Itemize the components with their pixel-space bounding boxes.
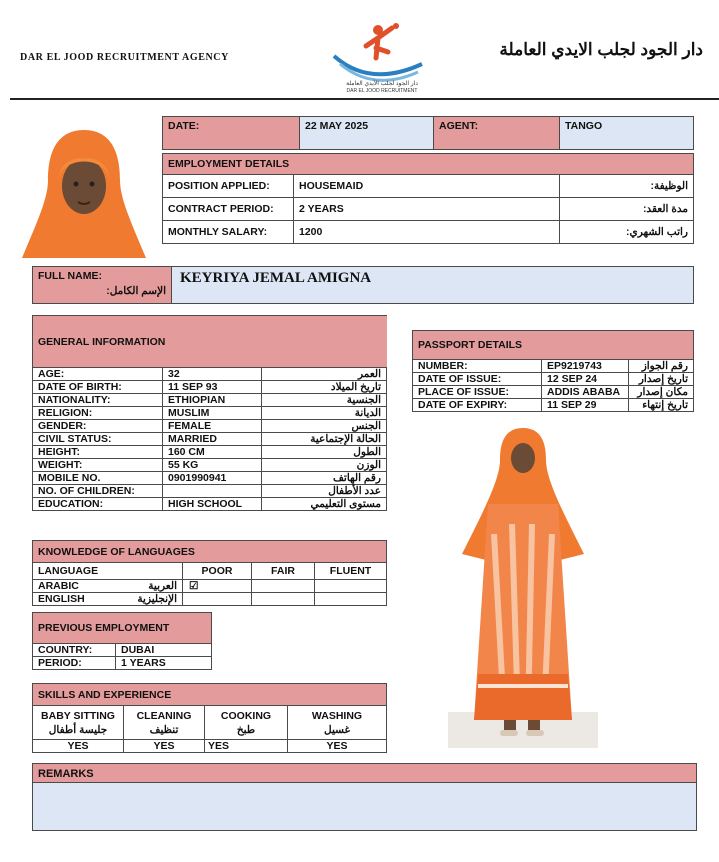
skill-header (205, 706, 288, 740)
age-label: AGE: (33, 368, 163, 381)
employment-details-table (162, 153, 694, 244)
weight-label-ar: الوزن (262, 459, 387, 472)
date-agent-table (162, 116, 694, 150)
issue-place-label-ar: مكان إصدار (629, 386, 694, 399)
cooking-value: YES (205, 740, 288, 753)
period-value: 1 YEARS (116, 657, 212, 670)
period-label: PERIOD: (33, 657, 116, 670)
language-name-en: ENGLISH (38, 593, 85, 605)
height-value: 160 CM (163, 446, 262, 459)
dob-value: 11 SEP 93 (163, 381, 262, 394)
gender-label: GENDER: (33, 420, 163, 433)
skill-header (124, 706, 205, 740)
general-information-table (32, 315, 387, 511)
fair-column-header: FAIR (252, 563, 315, 580)
contract-value: 2 YEARS (294, 198, 560, 221)
language-name-en: ARABIC (38, 580, 79, 592)
english-fluent-checkbox[interactable] (315, 593, 387, 606)
cleaning-value: YES (124, 740, 205, 753)
agent-label: AGENT: (434, 117, 560, 150)
full-name-label-ar: الإسم الكامل: (106, 285, 166, 297)
passport-number-label-ar: رقم الجواز (629, 360, 694, 373)
education-label: EDUCATION: (33, 498, 163, 511)
arabic-fair-checkbox[interactable] (252, 580, 315, 593)
country-value: DUBAI (116, 644, 212, 657)
skill-name-ar: طبخ (236, 723, 256, 736)
weight-value: 55 KG (163, 459, 262, 472)
logo-caption-english: DAR EL JOOD RECRUITMENT (346, 88, 418, 94)
height-label-ar: الطول (262, 446, 387, 459)
english-poor-checkbox[interactable] (183, 593, 252, 606)
position-label-ar: الوظيفة: (560, 175, 694, 198)
weight-label: WEIGHT: (33, 459, 163, 472)
contract-label-ar: مدة العقد: (560, 198, 694, 221)
passport-number-label: NUMBER: (413, 360, 542, 373)
general-information-title: GENERAL INFORMATION (33, 316, 387, 368)
agency-name-english: DAR EL JOOD RECRUITMENT AGENCY (20, 52, 229, 63)
arabic-fluent-checkbox[interactable] (315, 580, 387, 593)
civil-status-value: MARRIED (163, 433, 262, 446)
salary-label-ar: راتب الشهري: (560, 221, 694, 244)
gender-label-ar: الجنس (262, 420, 387, 433)
english-fair-checkbox[interactable] (252, 593, 315, 606)
civil-status-label-ar: الحالة الإجتماعية (262, 433, 387, 446)
children-value (163, 485, 262, 498)
logo-caption-arabic: دار الجود لجلب الأيدي العاملة (346, 81, 418, 87)
date-value: 22 MAY 2025 (300, 117, 434, 150)
age-value: 32 (163, 368, 262, 381)
remarks-field[interactable] (32, 783, 697, 831)
education-label-ar: مستوى التعليمي (262, 498, 387, 511)
skills-title: SKILLS AND EXPERIENCE (33, 684, 387, 706)
position-value: HOUSEMAID (294, 175, 560, 198)
full-name-value: KEYRIYA JEMAL AMIGNA (172, 266, 694, 304)
skill-name-en: BABY SITTING (41, 709, 115, 722)
language-name-cell (33, 580, 183, 593)
passport-number-value: EP9219743 (542, 360, 629, 373)
expiry-date-label-ar: تاريخ إنتهاء (629, 399, 694, 412)
children-label-ar: عدد الأطفال (262, 485, 387, 498)
skills-table (32, 683, 387, 753)
skill-header (33, 706, 124, 740)
gender-value: FEMALE (163, 420, 262, 433)
skill-header (288, 706, 387, 740)
nationality-value: ETHIOPIAN (163, 394, 262, 407)
previous-employment-table (32, 612, 212, 670)
skill-name-ar: جليسة أطفال (48, 723, 108, 736)
children-label: NO. OF CHILDREN: (33, 485, 163, 498)
passport-details-title: PASSPORT DETAILS (413, 331, 694, 360)
expiry-date-value: 11 SEP 29 (542, 399, 629, 412)
contract-label: CONTRACT PERIOD: (163, 198, 294, 221)
languages-title: KNOWLEDGE OF LANGUAGES (33, 541, 387, 563)
language-column-header: LANGUAGE (33, 563, 183, 580)
expiry-date-label: DATE OF EXPIRY: (413, 399, 542, 412)
poor-column-header: POOR (183, 563, 252, 580)
religion-label: RELIGION: (33, 407, 163, 420)
passport-details-table (412, 330, 694, 412)
skill-name-en: WASHING (311, 709, 363, 722)
full-body-photo (448, 424, 598, 748)
nationality-label-ar: الجنسية (262, 394, 387, 407)
agent-value: TANGO (560, 117, 694, 150)
skill-name-en: COOKING (220, 709, 272, 722)
date-label: DATE: (163, 117, 300, 150)
dob-label: DATE OF BIRTH: (33, 381, 163, 394)
skill-name-en: CLEANING (136, 709, 192, 722)
education-value: HIGH SCHOOL (163, 498, 262, 511)
religion-value: MUSLIM (163, 407, 262, 420)
country-label: COUNTRY: (33, 644, 116, 657)
salary-label: MONTHLY SALARY: (163, 221, 294, 244)
face-photo (18, 124, 150, 258)
baby-sitting-value: YES (33, 740, 124, 753)
language-name-ar: الإنجليزية (137, 593, 177, 605)
height-label: HEIGHT: (33, 446, 163, 459)
issue-date-label-ar: تاريخ إصدار (629, 373, 694, 386)
full-name-label: FULL NAME: (38, 270, 102, 282)
full-name-label-box (32, 266, 172, 304)
agency-name-arabic: دار الجود لجلب الايدي العاملة (499, 40, 703, 59)
nationality-label: NATIONALITY: (33, 394, 163, 407)
position-label: POSITION APPLIED: (163, 175, 294, 198)
language-name-ar: العربية (148, 580, 177, 592)
previous-employment-title: PREVIOUS EMPLOYMENT (33, 613, 212, 644)
mobile-label-ar: رقم الهاتف (262, 472, 387, 485)
employment-details-title: EMPLOYMENT DETAILS (163, 154, 694, 175)
language-row (33, 580, 387, 593)
issue-place-value: ADDIS ABABA (542, 386, 629, 399)
issue-date-value: 12 SEP 24 (542, 373, 629, 386)
language-name-cell (33, 593, 183, 606)
skill-name-ar: تنظيف (149, 723, 179, 736)
header-divider (10, 98, 719, 100)
arabic-poor-checkbox[interactable]: ☑ (183, 580, 252, 593)
religion-label-ar: الديانة (262, 407, 387, 420)
washing-value: YES (288, 740, 387, 753)
skill-name-ar: غسيل (324, 723, 350, 736)
mobile-value: 0901990941 (163, 472, 262, 485)
issue-place-label: PLACE OF ISSUE: (413, 386, 542, 399)
dob-label-ar: تاريخ الميلاد (262, 381, 387, 394)
salary-value: 1200 (294, 221, 560, 244)
remarks-title: REMARKS (32, 763, 697, 783)
issue-date-label: DATE OF ISSUE: (413, 373, 542, 386)
languages-table (32, 540, 387, 606)
civil-status-label: CIVIL STATUS: (33, 433, 163, 446)
mobile-label: MOBILE NO. (33, 472, 163, 485)
age-label-ar: العمر (262, 368, 387, 381)
language-row (33, 593, 387, 606)
fluent-column-header: FLUENT (315, 563, 387, 580)
